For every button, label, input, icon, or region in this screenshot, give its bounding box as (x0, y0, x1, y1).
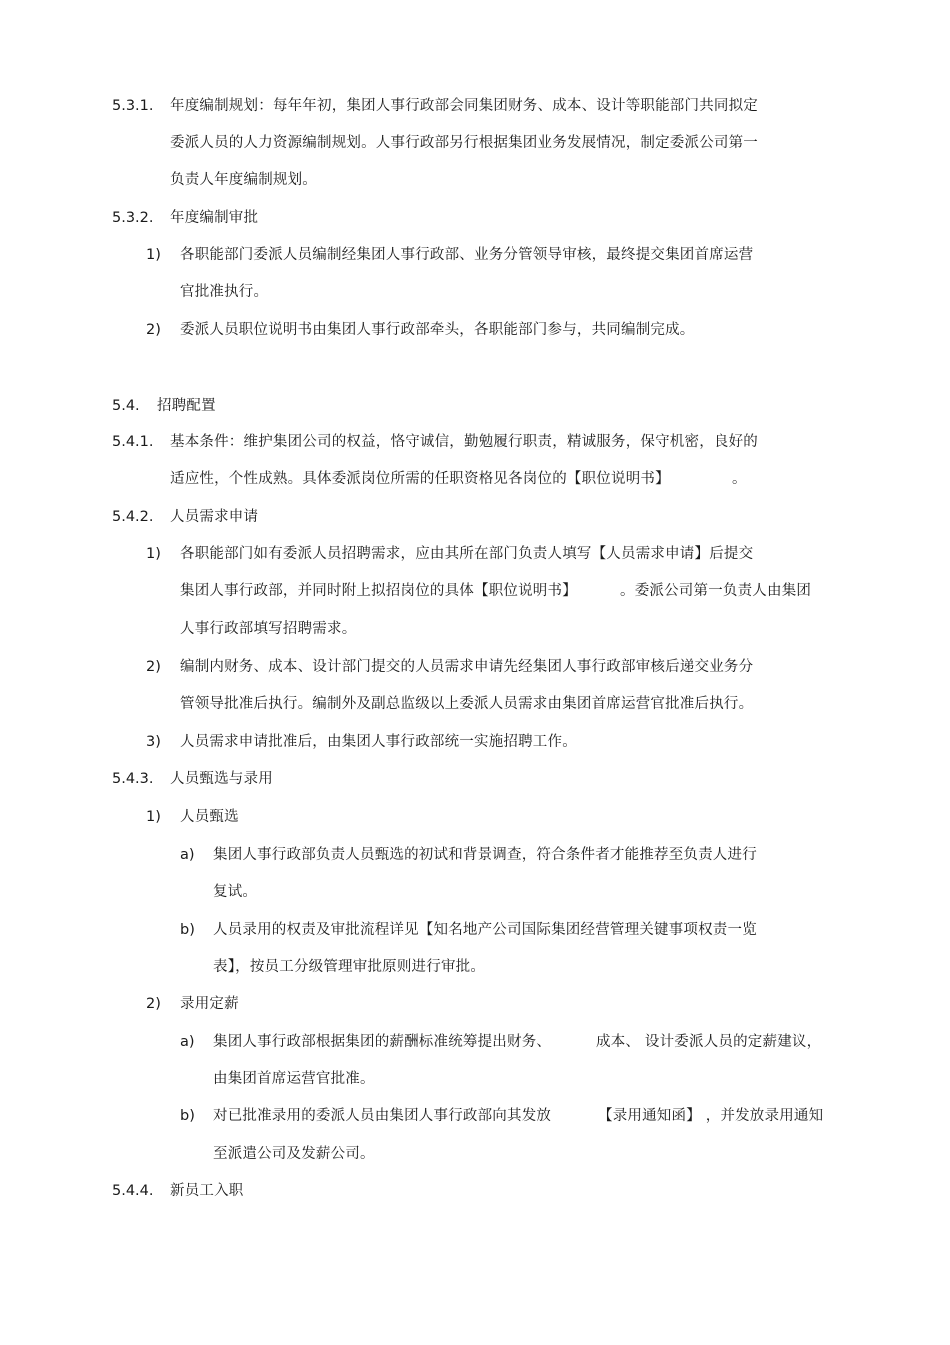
list-item-line: 各职能部门委派人员编制经集团人事行政部、业务分管领导审核，最终提交集团首席运营 (180, 247, 754, 263)
list-number: 2) (146, 322, 161, 338)
sublist-item-line: 至派遣公司及发薪公司。 (213, 1146, 375, 1162)
section-title: 人员需求申请 (170, 509, 259, 525)
section-number: 5.3.1. (112, 98, 154, 114)
list-number: 2) (146, 996, 161, 1012)
list-item-line: 管领导批准后执行。编制外及副总监级以上委派人员需求由集团首席运营官批准后执行。 (180, 696, 754, 712)
list-item-line: 人员需求申请批准后，由集团人事行政部统一实施招聘工作。 (180, 734, 577, 750)
list-item-line-end: 。委派公司第一负责人由集团 (620, 583, 812, 599)
paragraph-line: 适应性，个性成熟。具体委派岗位所需的任职资格见各岗位的【职位说明书】 (170, 471, 670, 487)
sublist-item-line: 表】，按员工分级管理审批原则进行审批。 (213, 959, 486, 975)
sublist-letter: a) (180, 847, 195, 863)
list-number: 1) (146, 546, 161, 562)
list-number: 1) (146, 809, 161, 825)
list-item-line: 官批准执行。 (180, 284, 269, 300)
list-number: 3) (146, 734, 161, 750)
sublist-letter: b) (180, 1108, 195, 1124)
paragraph-line: 年度编制规划：每年年初，集团人事行政部会同集团财务、成本、设计等职能部门共同拟定 (170, 98, 758, 114)
list-item-title: 人员甄选 (180, 809, 239, 825)
section-title: 人员甄选与录用 (170, 771, 273, 787)
list-number: 1) (146, 247, 161, 263)
sublist-letter: b) (180, 922, 195, 938)
section-title: 招聘配置 (157, 398, 216, 414)
sublist-item-line: 集团人事行政部负责人员甄选的初试和背景调查，符合条件者才能推荐至负责人进行 (213, 847, 757, 863)
list-number: 2) (146, 659, 161, 675)
sublist-item-line: 由集团首席运营官批准。 (213, 1071, 375, 1087)
list-item-line: 编制内财务、成本、设计部门提交的人员需求申请先经集团人事行政部审核后递交业务分 (180, 659, 754, 675)
sublist-item-line: 复试。 (213, 884, 258, 900)
list-item-line: 委派人员职位说明书由集团人事行政部牵头，各职能部门参与，共同编制完成。 (180, 322, 695, 338)
paragraph-line-end: 。 (732, 471, 747, 487)
sublist-item-line-end: 成本、 设计委派人员的定薪建议， (596, 1034, 822, 1050)
sublist-letter: a) (180, 1034, 195, 1050)
section-number: 5.4.1. (112, 434, 154, 450)
section-number: 5.4. (112, 398, 140, 414)
paragraph-line: 负责人年度编制规划。 (170, 172, 317, 188)
paragraph-line: 委派人员的人力资源编制规划。人事行政部另行根据集团业务发展情况，制定委派公司第一 (170, 135, 758, 151)
sublist-item-line: 集团人事行政部根据集团的薪酬标准统筹提出财务、 (213, 1034, 552, 1050)
list-item-line: 集团人事行政部，并同时附上拟招岗位的具体【职位说明书】 (180, 583, 577, 599)
list-item-line: 人事行政部填写招聘需求。 (180, 621, 357, 637)
section-number: 5.4.3. (112, 771, 154, 787)
sublist-item-line-end: 【录用通知函】 ，并发放录用通知 (598, 1108, 824, 1124)
section-title: 新员工入职 (170, 1183, 244, 1199)
list-item-line: 各职能部门如有委派人员招聘需求，应由其所在部门负责人填写【人员需求申请】后提交 (180, 546, 754, 562)
section-number: 5.4.2. (112, 509, 154, 525)
paragraph-line: 基本条件：维护集团公司的权益，恪守诚信，勤勉履行职责，精诚服务，保守机密，良好的 (170, 434, 758, 450)
section-title: 年度编制审批 (170, 210, 259, 226)
list-item-title: 录用定薪 (180, 996, 239, 1012)
section-number: 5.3.2. (112, 210, 154, 226)
sublist-item-line: 人员录用的权责及审批流程详见【知名地产公司国际集团经营管理关键事项权责一览 (213, 922, 757, 938)
section-number: 5.4.4. (112, 1183, 154, 1199)
sublist-item-line: 对已批准录用的委派人员由集团人事行政部向其发放 (213, 1108, 552, 1124)
